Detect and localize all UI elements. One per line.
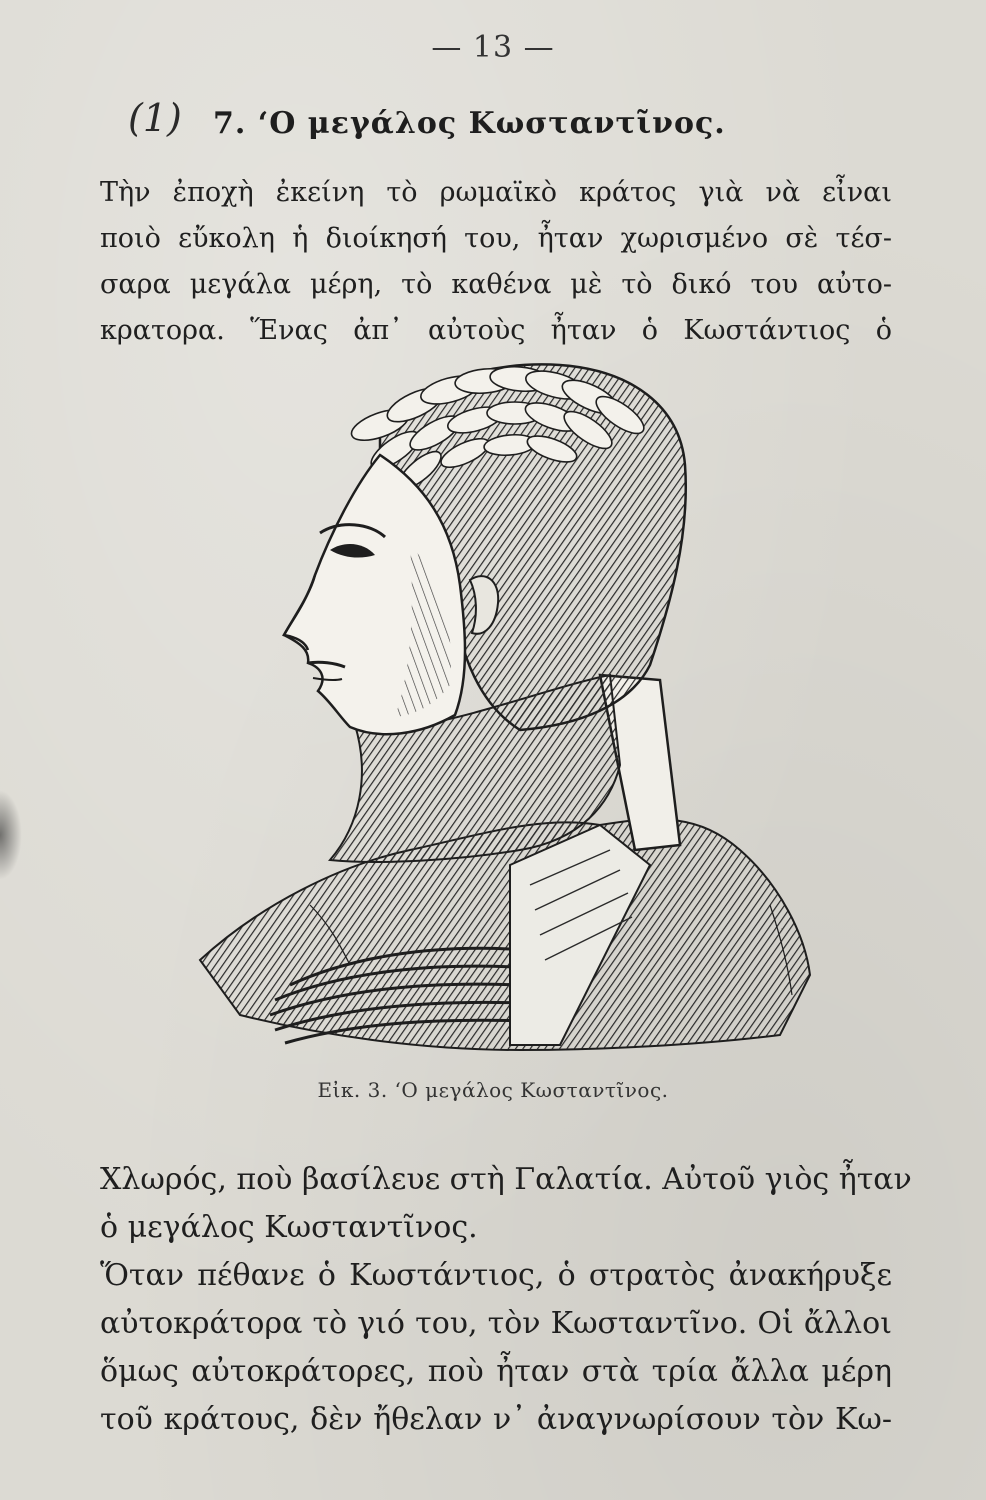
text-line: ὁ μεγάλος Κωσταντῖνος. xyxy=(100,1210,478,1245)
figure-caption: Εἰκ. 3. ‘Ο μεγάλος Κωσταντῖνος. xyxy=(317,1078,669,1102)
text-line: Ὅταν πέθανε ὁ Κωστάντιος, ὁ στρατὸς ἀνακήρυξε xyxy=(100,1258,892,1293)
handwritten-margin-note: (1) xyxy=(128,96,182,140)
portrait-engraving-constantine xyxy=(180,345,820,1060)
text-line: Τὴν ἐποχὴ ἐκείνη τὸ ρωμαϊκὸ κράτος γιὰ νὰ εἶναι xyxy=(100,177,892,208)
text-line: κρατορα. Ἕνας ἀπ᾽ αὐτοὺς ἦταν ὁ Κωστάντιος ὁ xyxy=(100,315,892,346)
text-line: ποιὸ εὔκολη ἡ διοίκησή του, ἦταν χωρισμένο σὲ τέσ- xyxy=(100,223,892,254)
text-line: σαρα μεγάλα μέρη, τὸ καθένα μὲ τὸ δικό του αὐτο- xyxy=(100,269,892,300)
page-smudge xyxy=(0,790,22,880)
text-line: ὅμως αὐτοκράτορες, ποὺ ἦταν στὰ τρία ἄλλα μέρη xyxy=(100,1354,892,1389)
text-line: τοῦ κράτους, δὲν ἤθελαν ν᾽ ἀναγνωρίσουν τὸν Κω- xyxy=(100,1402,892,1437)
text-line: Χλωρός, ποὺ βασίλευε στὴ Γαλατία. Αὐτοῦ γιὸς ἦταν xyxy=(100,1162,912,1197)
page-number: — 13 — xyxy=(431,30,555,65)
paragraph-continuation xyxy=(100,1156,912,1444)
section-heading: 7. ‘Ο μεγάλος Κωσταντῖνος. xyxy=(213,106,726,141)
paragraph-intro xyxy=(100,170,892,354)
bust-shoulders xyxy=(200,819,810,1050)
text-line: αὐτοκράτορα τὸ γιό του, τὸν Κωσταντῖνο. Οἱ ἄλλοι xyxy=(100,1306,892,1341)
